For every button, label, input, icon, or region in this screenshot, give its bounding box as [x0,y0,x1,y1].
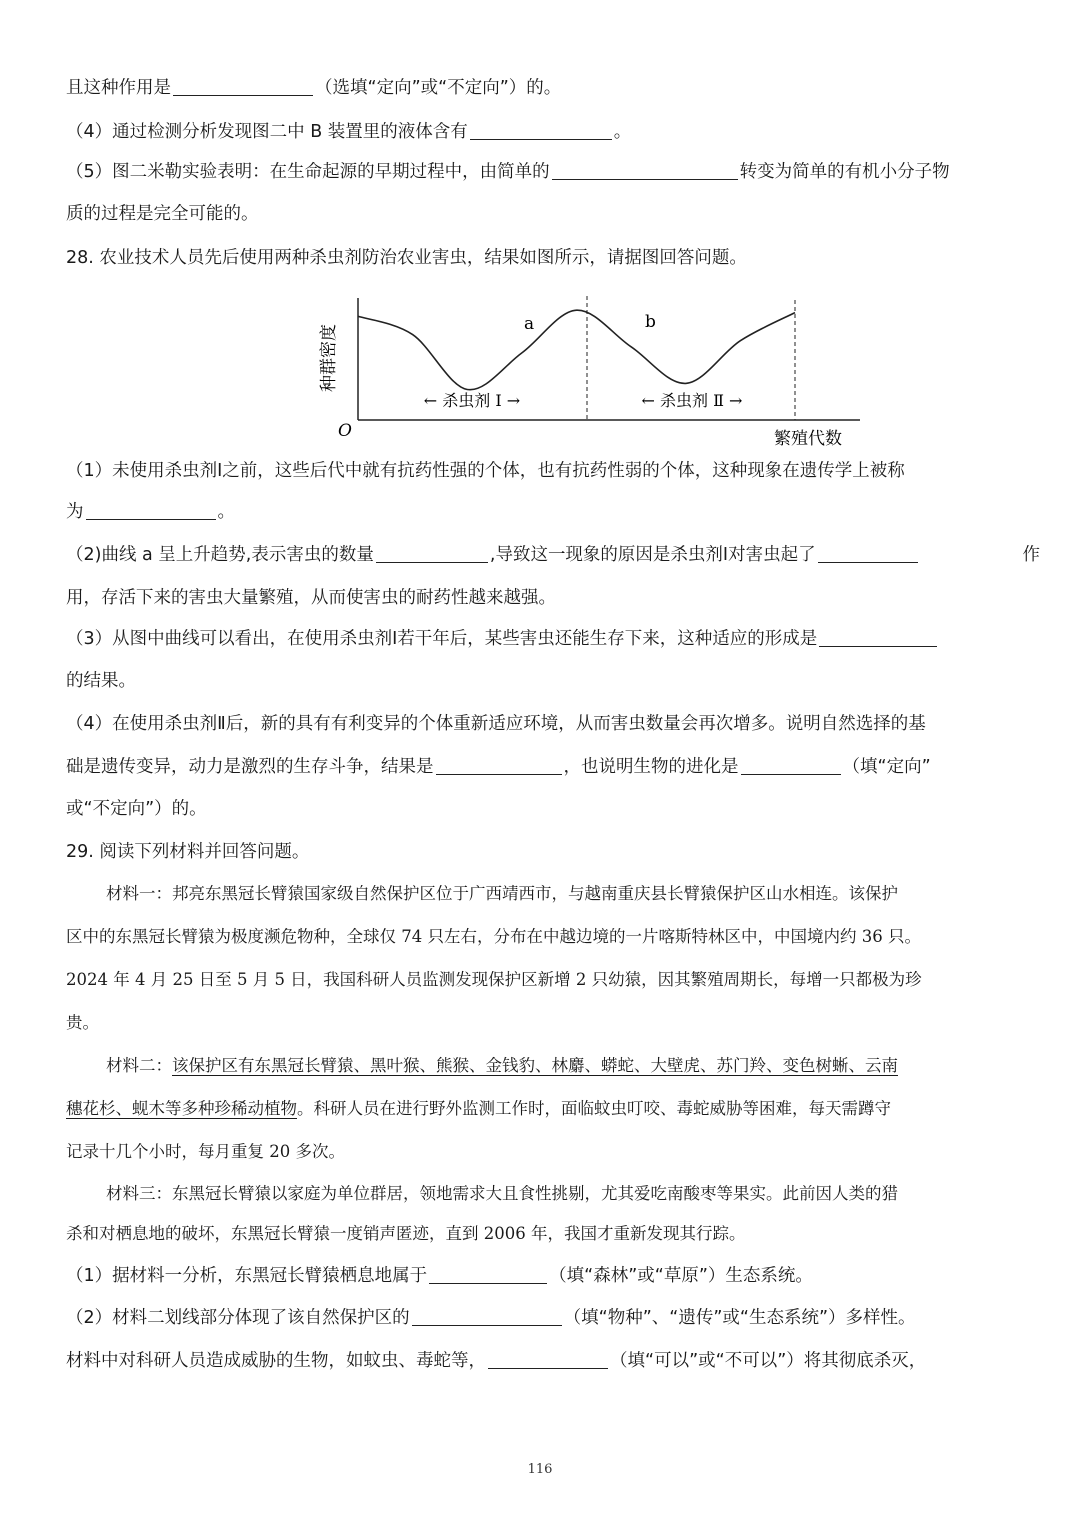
answer-blank[interactable] [819,628,937,647]
answer-blank[interactable] [376,544,488,563]
q27-q5-cont: 质的过程是完全可能的。 [66,204,259,224]
q29-q1: （1）据材料一分析，东黑冠长臂猿栖息地属于 （填“森林”或“草原”）生态系统。 [66,1266,813,1286]
q28-q3-cont: 的结果。 [66,671,136,691]
q28-q1-cont: 为 。 [66,502,235,522]
answer-blank[interactable] [470,121,612,140]
region-label-1: ← 杀虫剂 Ⅰ → [423,391,521,410]
underlined-text: 该保护区有东黑冠长臂猿、黑叶猴、熊猴、金钱豹、林麝、蟒蛇、大壁虎、苏门羚、变色树蜥、云南 [172,1056,898,1075]
region-label-2: ← 杀虫剂 Ⅱ → [641,391,743,410]
answer-blank[interactable] [173,77,313,96]
q28-q2-cont: 用，存活下来的害虫大量繁殖，从而使害虫的耐药性越来越强。 [66,588,556,608]
q28-q2: （2)曲线 a 呈上升趋势,表示害虫的数量 ,导致这一现象的原因是杀虫剂Ⅰ对害虫起了 作 [66,545,1040,565]
q28-q4: （4）在使用杀虫剂Ⅱ后，新的具有有利变异的个体重新适应环境，从而害虫数量会再次增多。说明自然选择的基 [66,714,926,734]
material-2: 材料二：该保护区有东黑冠长臂猿、黑叶猴、熊猴、金钱豹、林麝、蟒蛇、大壁虎、苏门羚、变色树蜥、云南 [106,1056,898,1075]
material-1-cont: 区中的东黑冠长臂猿为极度濒危物种，全球仅 74 只左右，分布在中越边境的一片喀斯特林区中，中国境内约 36 只。 [66,927,921,946]
answer-blank[interactable] [818,544,918,563]
q28-q3: （3）从图中曲线可以看出，在使用杀虫剂Ⅰ若干年后，某些害虫还能生存下来，这种适应的形成是 [66,627,1040,651]
answer-blank[interactable] [429,1265,547,1284]
y-axis-label: 种群密度 [319,324,339,392]
answer-blank[interactable] [436,756,562,775]
material-2-cont: 记录十几个小时，每月重复 20 多次。 [66,1142,345,1161]
q29-q2-cont: 材料中对科研人员造成威胁的生物，如蚊虫、毒蛇等， （填“可以”或“不可以”）将其彻底杀灭， [66,1351,927,1371]
curve-label-b: b [645,312,656,332]
q28-q4-cont2: 或“不定向”）的。 [66,799,207,819]
material-3: 材料三：东黑冠长臂猿以家庭为单位群居，领地需求大且食性挑剔，尤其爱吃南酸枣等果实。此前因人类的猎 [106,1184,898,1203]
q28-q4-cont: 础是遗传变异，动力是激烈的生存斗争，结果是 ，也说明生物的进化是 （填“定向” [66,757,931,777]
underlined-text: 穗花杉、蚬木等多种珍稀动植物 [66,1099,297,1118]
answer-blank[interactable] [86,501,216,520]
answer-blank[interactable] [741,756,841,775]
q28-q1: （1）未使用杀虫剂Ⅰ之前，这些后代中就有抗药性强的个体，也有抗药性弱的个体，这种现象在遗传学上被称 [66,461,905,481]
answer-blank[interactable] [488,1350,608,1369]
q27-q4: （4）通过检测分析发现图二中 B 装置里的液体含有 。 [66,122,632,142]
q29-q2: （2）材料二划线部分体现了该自然保护区的 （填“物种”、“遗传”或“生态系统”）多样性。 [66,1308,916,1328]
material-3-cont: 杀和对栖息地的破坏，东黑冠长臂猿一度销声匿迹，直到 2006 年，我国才重新发现其行踪。 [66,1224,746,1243]
material-1-cont: 2024 年 4 月 25 日至 5 月 5 日，我国科研人员监测发现保护区新增 2 只幼猿，因其繁殖周期长，每增一只都极为珍 [66,970,922,989]
page-number: 116 [527,1462,553,1477]
q27-line1: 且这种作用是 （选填“定向”或“不定向”）的。 [66,78,562,98]
curve-label-a: a [524,314,535,334]
pest-density-chart [300,288,880,458]
answer-blank[interactable] [552,161,738,180]
material-2-cont: 穗花杉、蚬木等多种珍稀动植物。科研人员在进行野外监测工作时，面临蚊虫叮咬、毒蛇威胁等困难，每天需蹲守 [66,1099,891,1118]
q29-stem: 29. 阅读下列材料并回答问题。 [66,842,310,862]
material-1-cont: 贵。 [66,1013,99,1032]
population-curve [358,310,795,390]
origin-label: O [338,421,352,441]
material-1: 材料一：邦亮东黑冠长臂猿国家级自然保护区位于广西靖西市，与越南重庆县长臂猿保护区山水相连。该保护 [106,884,898,903]
q28-stem: 28. 农业技术人员先后使用两种杀虫剂防治农业害虫，结果如图所示，请据图回答问题。 [66,248,747,268]
q27-q5: （5）图二米勒实验表明：在生命起源的早期过程中，由简单的 转变为简单的有机小分子物 [66,162,950,182]
x-axis-label: 繁殖代数 [774,429,842,449]
answer-blank[interactable] [412,1307,562,1326]
